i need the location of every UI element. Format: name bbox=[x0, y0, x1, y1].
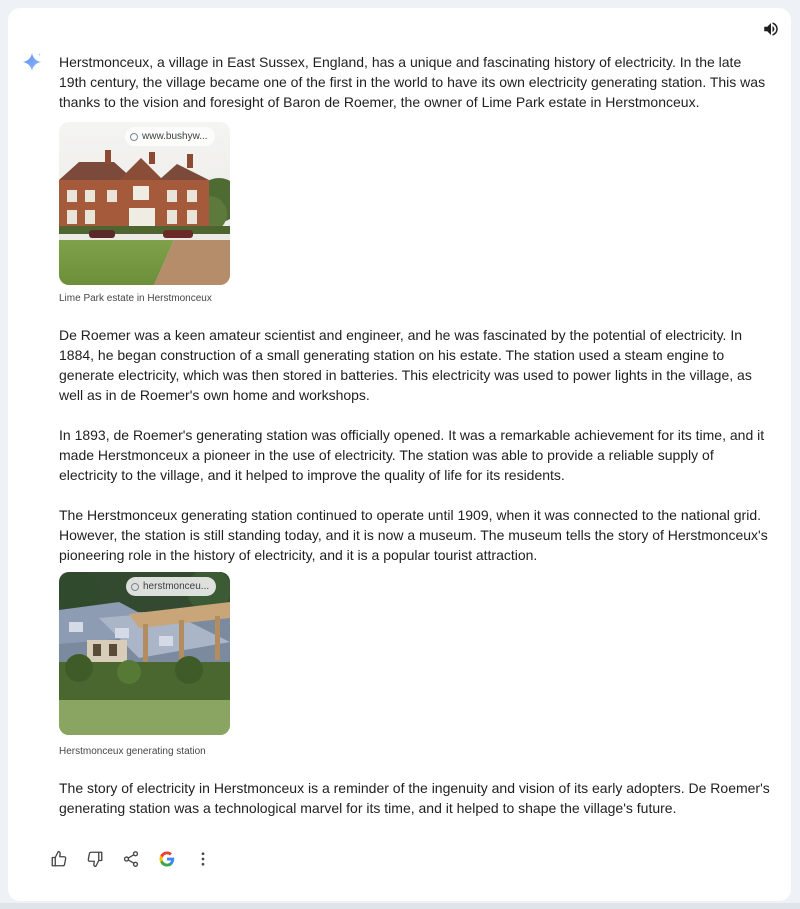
sparkle-icon bbox=[21, 51, 43, 73]
globe-icon bbox=[130, 133, 138, 141]
bottom-divider bbox=[0, 903, 800, 909]
response-paragraph: In 1893, de Roemer's generating station was officially opened. It was a remarkable achievement for its time, and it made Herstmonceux a pioneer in the use of electricity. The station was able to provide a reliable supply of electricity to the village, and it helped to improve the quality of life for its residents. bbox=[59, 427, 765, 483]
image-source-chip[interactable] bbox=[125, 127, 215, 146]
image-card-generating-station[interactable] bbox=[59, 572, 230, 735]
response-paragraph: The Herstmonceux generating station continued to operate until 1909, when it was connected to the national grid. However, the station is still standing today, and it is now a museum. The museum tells the story of Herstmonceux's pioneering role in the history of electricity, and it is a popular tourist attraction. bbox=[59, 507, 768, 563]
lime-park-photo bbox=[59, 122, 230, 285]
image-source-label: www.bushyw... bbox=[142, 131, 208, 142]
image-source-label: herstmonceu... bbox=[143, 581, 210, 592]
image-caption: Lime Park estate in Herstmonceux bbox=[59, 293, 212, 304]
response-paragraph: Herstmonceux, a village in East Sussex, England, has a unique and fascinating history of electricity. In the late 19th century, the village became one of the first in the world to have its own electricity generating station. This was thanks to the vision and foresight of Baron de Roemer, the owner of Lime Park estate in Herstmonceux. bbox=[59, 54, 766, 110]
more-vert-icon[interactable] bbox=[194, 850, 212, 868]
thumbs-up-icon[interactable] bbox=[50, 850, 68, 868]
share-icon[interactable] bbox=[122, 850, 140, 868]
google-icon[interactable] bbox=[158, 850, 176, 868]
response-paragraph: De Roemer was a keen amateur scientist and engineer, and he was fascinated by the potential of electricity. In 1884, he began construction of a small generating station on his estate. The station used a steam engine to generate electricity, which was then stored in batteries. This electricity was used to power lights in the village, as well as in de Roemer's own home and workshops. bbox=[59, 327, 752, 403]
response-paragraph: The story of electricity in Herstmonceux is a reminder of the ingenuity and vision of its early adopters. De Roemer's generating station was a technological marvel for its time, and it helped to shape the village's future. bbox=[59, 780, 770, 816]
response-actions bbox=[50, 850, 230, 868]
image-source-chip[interactable] bbox=[126, 577, 216, 596]
image-caption: Herstmonceux generating station bbox=[59, 746, 206, 757]
volume-icon[interactable] bbox=[762, 20, 780, 38]
image-card-lime-park[interactable] bbox=[59, 122, 230, 285]
response-card bbox=[8, 8, 791, 901]
globe-icon bbox=[131, 583, 139, 591]
generating-station-photo bbox=[59, 572, 230, 735]
thumbs-down-icon[interactable] bbox=[86, 850, 104, 868]
